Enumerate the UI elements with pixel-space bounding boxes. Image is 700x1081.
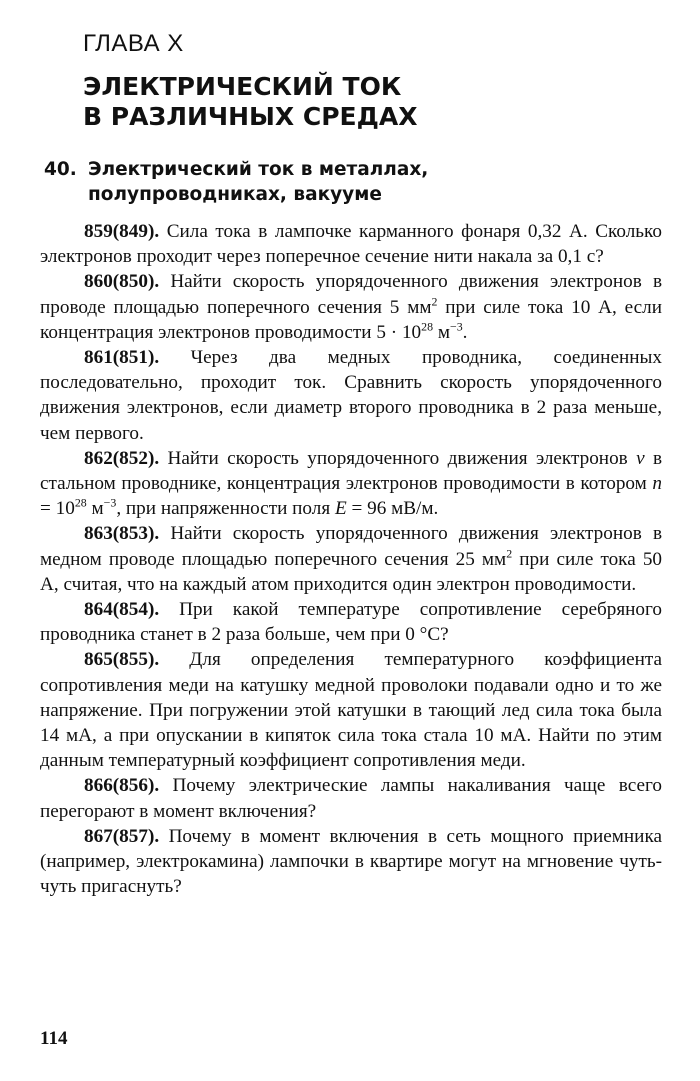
- section-number: 40.: [44, 159, 77, 180]
- problem-number: 860(850).: [84, 271, 160, 293]
- superscript: 28: [74, 495, 87, 510]
- page-number: 114: [40, 1028, 68, 1049]
- problem-number: 863(853).: [84, 523, 160, 545]
- problem-number: 864(854).: [84, 599, 160, 621]
- chapter-label: ГЛАВА X: [83, 30, 184, 57]
- problem-item: [40, 824, 662, 900]
- problem-number: 862(852).: [84, 447, 160, 469]
- superscript: 2: [506, 545, 513, 560]
- problem-item: [40, 269, 662, 345]
- variable-n: n: [652, 473, 662, 495]
- chapter-title: [83, 72, 418, 132]
- problem-text: Найти скорость упорядоченного движения электронов в проводе площадью поперечного сечения 5 мм: [40, 271, 663, 318]
- problem-item: [40, 446, 662, 522]
- problem-text: м: [433, 321, 450, 343]
- problem-text: = 96 мВ/м.: [346, 498, 439, 520]
- problem-item: [40, 345, 662, 446]
- problem-text: Почему электрические лампы накаливания чаще всего перегорают в момент включения?: [40, 775, 663, 822]
- problem-text: = 10: [40, 498, 75, 520]
- superscript: 2: [431, 293, 438, 308]
- problem-number: 865(855).: [84, 649, 160, 671]
- problem-text: Почему в момент включения в сеть мощного приемника (например, электрокамина) лампочки в квартире могут на мгновение чуть-чуть пригаснуть?: [40, 825, 662, 898]
- problem-text: Через два медных проводника, соединенных последовательно, проходит ток. Сравнить скорость упорядоченного движения электронов, если диаметр второго проводника в 2 раза меньше, чем первого.: [40, 347, 662, 444]
- problem-number: 866(856).: [84, 775, 160, 797]
- problem-item: [40, 773, 662, 823]
- problem-text: .: [462, 321, 468, 343]
- chapter-title-line: ЭЛЕКТРИЧЕСКИЙ ТОК: [83, 72, 402, 101]
- problem-list: [40, 219, 662, 899]
- problem-text: Сила тока в лампочке карманного фонаря 0,32 А. Сколько электронов проходит через поперечное сечение нити накала за 0,1 с?: [40, 221, 662, 268]
- problem-text: при силе тока 50 А, считая, что на каждый атом приходится один электрон проводимости.: [40, 548, 663, 595]
- variable-v: v: [636, 447, 645, 469]
- problem-text: при силе тока 10 А, если концентрация электронов проводимости 5 · 10: [40, 296, 662, 343]
- problem-number: 861(851).: [84, 347, 160, 369]
- problem-text: Для определения температурного коэффициента сопротивления меди на катушку медной проволоки подавали одно и то же напряжение. При погружении этой катушки в тающий лед сила тока была 14 мА, а при опускании в кипяток сила тока стала 10 мА. Найти по этим данным температурный коэффициент сопротивления меди.: [40, 649, 663, 772]
- problem-number: 859(849).: [84, 221, 160, 242]
- problem-text: Найти скорость упорядоченного движения электронов в медном проводе площадью поперечного сечения 25 мм: [40, 523, 663, 570]
- problem-item: [40, 219, 662, 269]
- problem-text: в стальном проводнике, концентрация электронов проводимости в котором: [40, 447, 663, 495]
- problem-text: Найти скорость упорядоченного движения электронов: [167, 447, 637, 469]
- chapter-title-line: В РАЗЛИЧНЫХ СРЕДАХ: [83, 102, 418, 131]
- section-title-line: полупроводниках, вакууме: [88, 184, 382, 205]
- variable-e: E: [334, 498, 347, 520]
- problem-item: [40, 521, 662, 597]
- problem-item: [40, 647, 662, 773]
- problem-item: [40, 597, 662, 647]
- section-title-line: Электрический ток в металлах,: [88, 159, 429, 180]
- problem-text: При какой температуре сопротивление серебряного проводника станет в 2 раза больше, чем при 0 °С?: [40, 599, 663, 646]
- superscript: −3: [103, 495, 117, 510]
- problem-text: , при напряженности поля: [116, 498, 335, 520]
- section-heading: [44, 157, 664, 207]
- section-title: [88, 157, 664, 207]
- superscript: −3: [449, 319, 463, 334]
- problem-text: м: [86, 498, 104, 520]
- problem-number: 867(857).: [84, 825, 160, 847]
- superscript: 28: [421, 319, 434, 334]
